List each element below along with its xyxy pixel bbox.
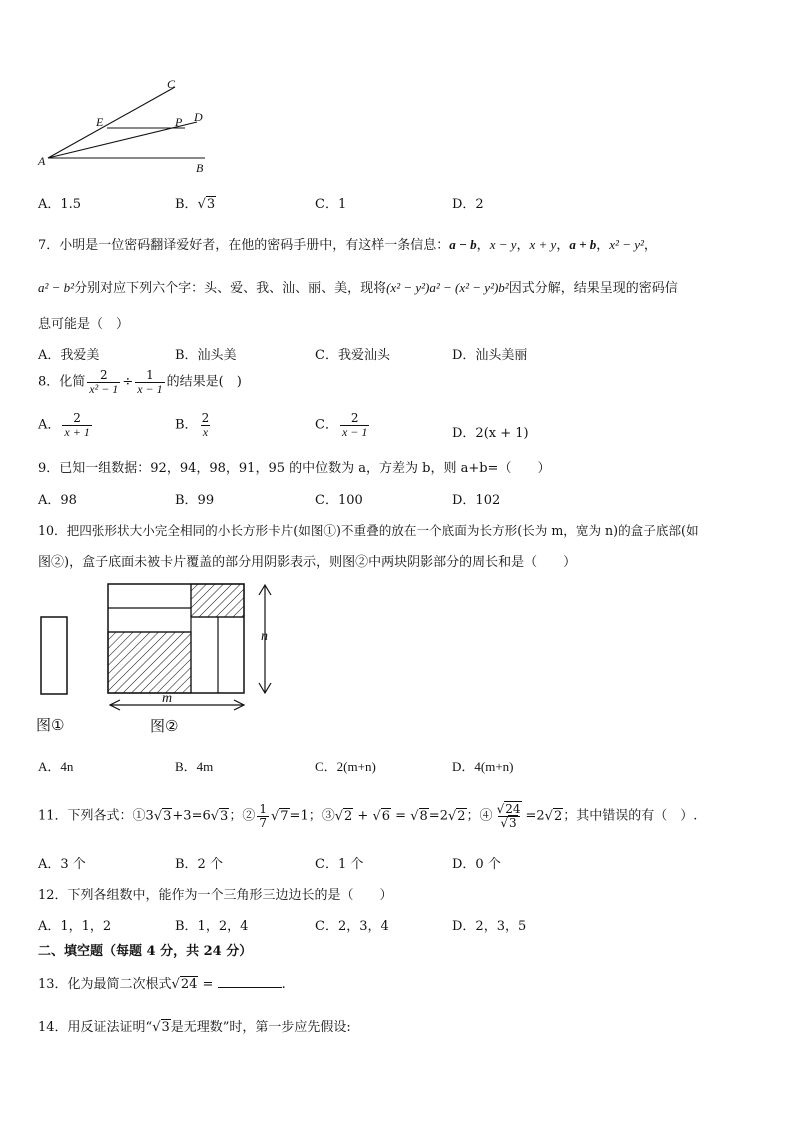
q10-option-c[interactable]: C．2(m+n) xyxy=(315,759,376,774)
sqrt-symbol: √3 xyxy=(153,808,172,824)
sqrt-symbol: √2 xyxy=(447,808,466,824)
single-card xyxy=(41,617,67,694)
q9-option-c[interactable]: C．100 xyxy=(315,493,363,508)
q7-option-b[interactable]: B．汕头美 xyxy=(175,348,237,363)
q10-line2: 图②)，盒子底面未被卡片覆盖的部分用阴影表示，则图②中两块阴影部分的周长和是（ ） xyxy=(38,555,577,570)
q7-expression: (x² − y²)a² − (x² − y²)b² xyxy=(386,280,509,295)
q12-option-a[interactable]: A．1，1，2 xyxy=(38,919,112,934)
q10-option-a[interactable]: A．4n xyxy=(38,759,74,774)
q7-line3: 息可能是（ ） xyxy=(38,317,130,332)
q7-option-d[interactable]: D．汕头美丽 xyxy=(452,348,528,363)
point-a-label: A xyxy=(38,154,46,168)
q8-option-b[interactable]: B． $\frac{2}{x}$ xyxy=(175,411,210,439)
q7-item-1: a − b xyxy=(449,237,477,252)
sqrt-symbol: √24 xyxy=(171,977,198,992)
q9-option-b[interactable]: B．99 xyxy=(175,493,215,508)
q11-option-b[interactable]: B．2 个 xyxy=(175,857,223,872)
q7-option-c[interactable]: C．我爱汕头 xyxy=(315,348,390,363)
point-b-label: B xyxy=(196,161,204,175)
q7-item-3: x + y xyxy=(529,237,557,252)
sqrt-symbol: √3 xyxy=(210,808,229,824)
sqrt-symbol: √2 xyxy=(544,808,563,824)
q9-question: 9．已知一组数据：92，94，98，91，95 的中位数为 a，方差为 b，则 a+b=（ ） xyxy=(38,461,551,476)
shaded-region-top-right xyxy=(191,584,244,617)
q12-question: 12．下列各组数中，能作为一个三角形三边边长的是（ ） xyxy=(38,888,393,903)
sqrt-symbol: √7 xyxy=(270,808,289,824)
angle-figure xyxy=(30,76,220,176)
q11-option-a[interactable]: A．3 个 xyxy=(38,857,86,872)
q8-fraction-2: $\frac{1}{x - 1}$ xyxy=(137,368,163,396)
q10-option-b[interactable]: B．4m xyxy=(175,759,214,774)
q7-prefix: 7．小明是一位密码翻译爱好者，在他的密码手册中，有这样一条信息： xyxy=(38,238,450,253)
q7-item-4: a + b xyxy=(569,237,597,252)
n-label: n xyxy=(261,629,268,644)
answer-blank[interactable] xyxy=(218,975,282,988)
q6-option-a[interactable]: A．1.5 xyxy=(38,197,82,212)
q6-option-c[interactable]: C．1 xyxy=(315,197,347,212)
sqrt-symbol: √3 xyxy=(152,1020,170,1035)
q12-option-c[interactable]: C．2，3，4 xyxy=(315,919,389,934)
sqrt-symbol: √8 xyxy=(410,808,428,824)
point-c-label: C xyxy=(167,77,176,91)
q10-option-d[interactable]: D．4(m+n) xyxy=(452,759,514,774)
q11-question: 11．下列各式：①3√3+3=6√3；② $\frac{1}{7}$ √7=1；③√2 + √6 = √8=2√2；④ $\frac{√24}{√3}$ =2√2；其中错误的有（ ）. xyxy=(38,802,698,830)
sqrt-symbol: √6 xyxy=(372,808,391,824)
q11-fraction: $\frac{1}{7}$ xyxy=(259,802,267,830)
q10-line1: 10．把四张形状大小完全相同的小长方形卡片(如图①)不重叠的放在一个底面为长方形(长为 m，宽为 n)的盒子底部(如 xyxy=(38,523,699,538)
q7-option-a[interactable]: A．我爱美 xyxy=(38,348,100,363)
q8-fraction-1: $\frac{2}{\text{x² − 1}}$ xyxy=(89,368,119,396)
q7-item-5: x² − y² xyxy=(609,237,644,252)
q8-option-d[interactable]: D．2(x + 1) xyxy=(452,426,529,441)
q12-option-d[interactable]: D．2，3，5 xyxy=(452,919,527,934)
q8-question: 8．化简 $\frac{2}{\text{x² − 1}}$ ÷ $\frac{1}{x - 1}$ 的结果是( ) xyxy=(38,368,242,396)
fig1-label: 图① xyxy=(36,716,65,734)
q6-option-b[interactable] xyxy=(175,193,216,212)
card-box-figure xyxy=(34,578,294,738)
point-e-label: E xyxy=(96,115,104,129)
m-label: m xyxy=(162,691,173,706)
q7-item-2: x − y xyxy=(489,237,517,252)
sqrt-symbol: √2 xyxy=(334,808,353,824)
q12-option-b[interactable]: B．1，2，4 xyxy=(175,919,249,934)
shaded-region-bottom-left xyxy=(108,632,191,693)
q14-question: 14．用反证法证明“√3是无理数”时，第一步应先假设: xyxy=(38,1020,351,1035)
q6-option-d[interactable]: D．2 xyxy=(452,197,484,212)
sqrt-symbol: √3 xyxy=(197,197,216,212)
fig2-label: 图② xyxy=(150,717,179,735)
q6-option-b-label: B． xyxy=(175,197,198,212)
q8-option-c[interactable]: C． $\frac{2}{x - 1}$ xyxy=(315,411,368,439)
q9-option-a[interactable]: A．98 xyxy=(38,493,77,508)
q13-question: 13．化为最简二次根式√24 = . xyxy=(38,977,286,992)
q7-line1: 7．小明是一位密码翻译爱好者，在他的密码手册中，有这样一条信息：a − b，x − y，x + y，a + b，x² − y²， xyxy=(38,237,657,253)
q11-sqrt-fraction: $\frac{√24}{√3}$ xyxy=(496,802,521,830)
q7-line2: a² − b²分别对应下列六个字：头、爱、我、汕、丽、美，现将(x² − y²)a² − (x² − y²)b²因式分解，结果呈现的密码信 xyxy=(38,280,678,296)
section-heading: 二、填空题（每题 4 分，共 24 分） xyxy=(38,944,253,959)
q9-option-d[interactable]: D．102 xyxy=(452,493,501,508)
point-d-label: D xyxy=(194,110,203,124)
q11-option-d[interactable]: D．0 个 xyxy=(452,857,501,872)
q8-option-a[interactable]: A． $\frac{2}{x + 1}$ xyxy=(38,411,90,439)
point-p-label: P xyxy=(175,115,183,129)
q7-item-6: a² − b² xyxy=(38,280,75,295)
q11-option-c[interactable]: C．1 个 xyxy=(315,857,364,872)
